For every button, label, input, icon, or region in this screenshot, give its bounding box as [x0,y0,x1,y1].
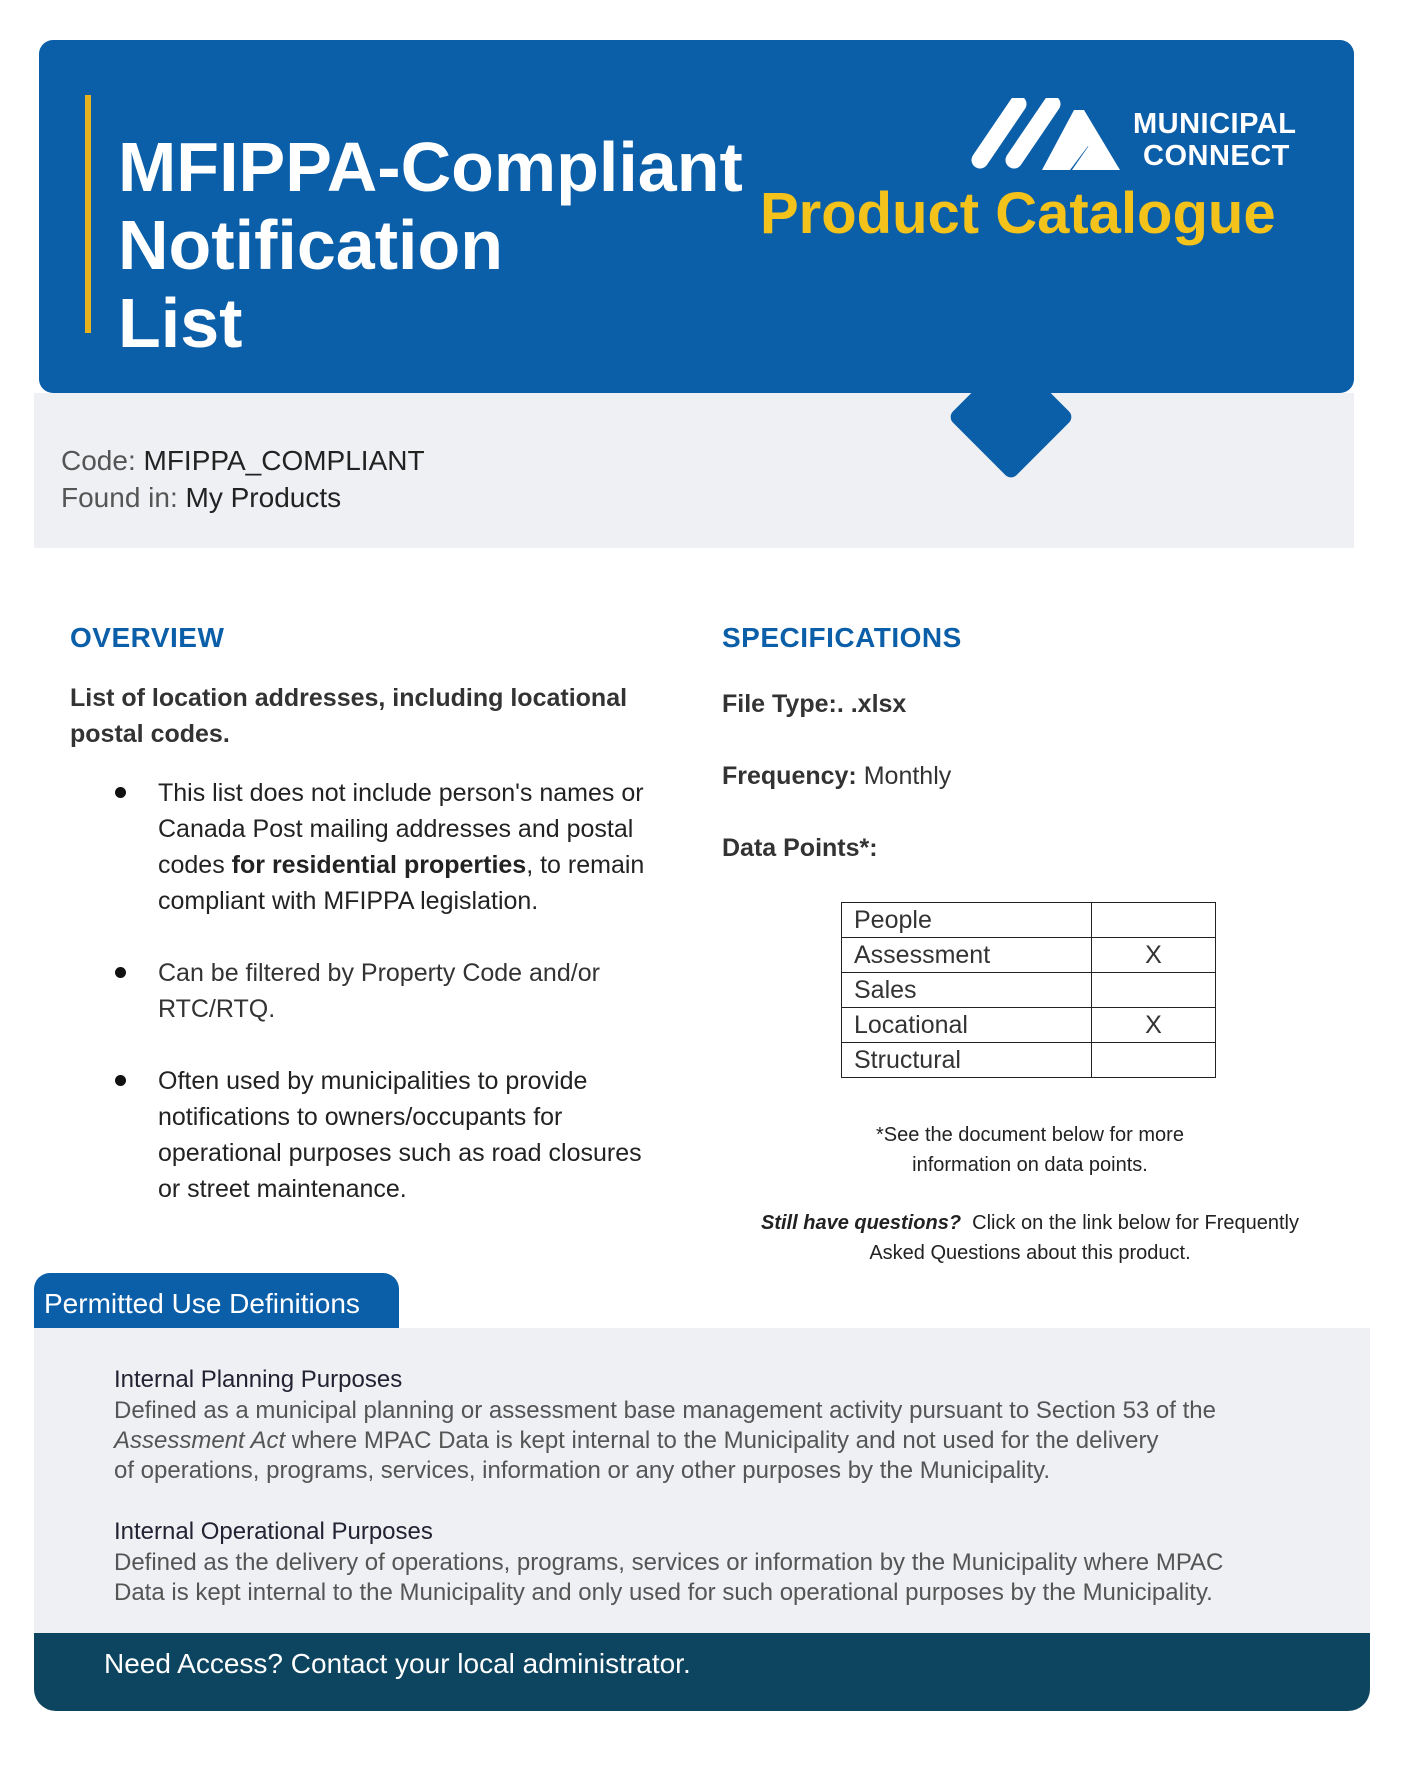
description-line: Data is kept internal to the Municipality and only used for such operational purposes by the Municipality. [114,1579,1213,1606]
description-line: of operations, programs, services, information or any other purposes by the Municipality. [114,1457,1050,1484]
table-row [842,1043,1216,1078]
code-value: MFIPPA_COMPLIANT [143,445,425,476]
permitted-use-tab: Permitted Use Definitions [34,1273,399,1330]
bullet-icon [115,1075,126,1086]
need-access-footer [34,1633,1370,1711]
table-row [842,938,1216,973]
questions-line: Asked Questions about this product. [869,1242,1191,1264]
logo-wordmark [1133,108,1296,172]
operational-title: Internal Operational Purposes [114,1518,433,1545]
bullet-text: Can be filtered by Property Code and/or RTC/RTQ. [158,959,600,1023]
questions-text: Click on the link below for Frequently [972,1212,1299,1234]
list-item [70,775,670,919]
data-point-name: People [842,903,1092,938]
found-in-value: My Products [185,482,342,513]
operational-description [114,1548,1344,1608]
file-type-row [722,690,906,719]
file-type-value: . .xlsx [836,690,907,718]
page-title [118,128,768,362]
title-line: List [118,284,243,362]
data-point-name: Assessment [842,938,1092,973]
need-access-label: Need Access? [104,1648,283,1679]
product-catalogue-label: Product Catalogue [760,181,1276,246]
planning-description [114,1396,1344,1486]
data-points-label: Data Points*: [722,834,878,862]
list-item [70,1063,670,1207]
description-line: Defined as a municipal planning or assessment base management activity pursuant to Section 53 of the [114,1397,1216,1424]
overview-heading: OVERVIEW [70,622,225,653]
data-point-name: Structural [842,1043,1092,1078]
product-meta [34,393,1354,548]
questions-note [720,1208,1340,1268]
found-in-row [61,482,341,514]
logo-line: MUNICIPAL [1133,108,1297,140]
list-item [70,955,670,1027]
note-line: information on data points. [912,1154,1148,1176]
data-point-mark [1092,1043,1216,1078]
data-points-row [722,834,878,863]
specifications-heading: SPECIFICATIONS [722,622,962,653]
title-line: Notification [118,206,503,284]
bullet-text: This list does not include person's names or Canada Post mailing addresses and postal codes [158,779,644,879]
bullet-emphasis: for residential properties [231,851,527,879]
lead-emphasis: locational [510,684,628,712]
data-point-name: Sales [842,973,1092,1008]
logo-line: CONNECT [1143,140,1290,172]
data-point-mark [1092,973,1216,1008]
accent-bar [85,95,91,333]
description-line [114,1426,1344,1456]
data-point-mark: X [1092,1008,1216,1043]
bullet-icon [115,787,126,798]
permitted-use-panel [34,1328,1370,1633]
data-points-note [790,1120,1270,1180]
data-point-name: Locational [842,1008,1092,1043]
data-point-mark: X [1092,938,1216,973]
contact-text: Contact your local administrator. [283,1648,691,1679]
frequency-value: Monthly [863,762,952,790]
questions-line [720,1208,1340,1238]
overview-lead [70,680,660,752]
frequency-row [722,762,951,791]
description-line: Defined as the delivery of operations, programs, services or information by the Municipality where MPAC [114,1549,1224,1576]
found-in-label: Found in: [61,482,178,513]
note-line: *See the document below for more [876,1124,1184,1146]
title-line: MFIPPA-Compliant [118,128,743,206]
lead-text: List of location addresses, including [70,684,511,712]
act-name: Assessment Act [114,1427,286,1454]
bullet-text: , to remain compliant with MFIPPA legislation. [158,851,645,915]
questions-emphasis: Still have questions? [761,1212,962,1234]
file-type-label: File Type: [722,690,837,718]
description-text: where MPAC Data is kept internal to the Municipality and not used for the delivery [285,1427,1159,1454]
bullet-text: Often used by municipalities to provide notifications to owners/occupants for operational purposes such as road closures or street maintenance. [158,1067,642,1203]
lead-text: postal codes. [70,720,230,748]
planning-title: Internal Planning Purposes [114,1366,403,1393]
code-label: Code: [61,445,136,476]
table-row [842,973,1216,1008]
code-row [61,445,425,477]
frequency-label: Frequency: [722,762,857,790]
table-row [842,903,1216,938]
table-row [842,1008,1216,1043]
bullet-icon [115,967,126,978]
overview-bullets [70,775,670,1207]
data-point-mark [1092,903,1216,938]
data-points-table [841,902,1216,1078]
